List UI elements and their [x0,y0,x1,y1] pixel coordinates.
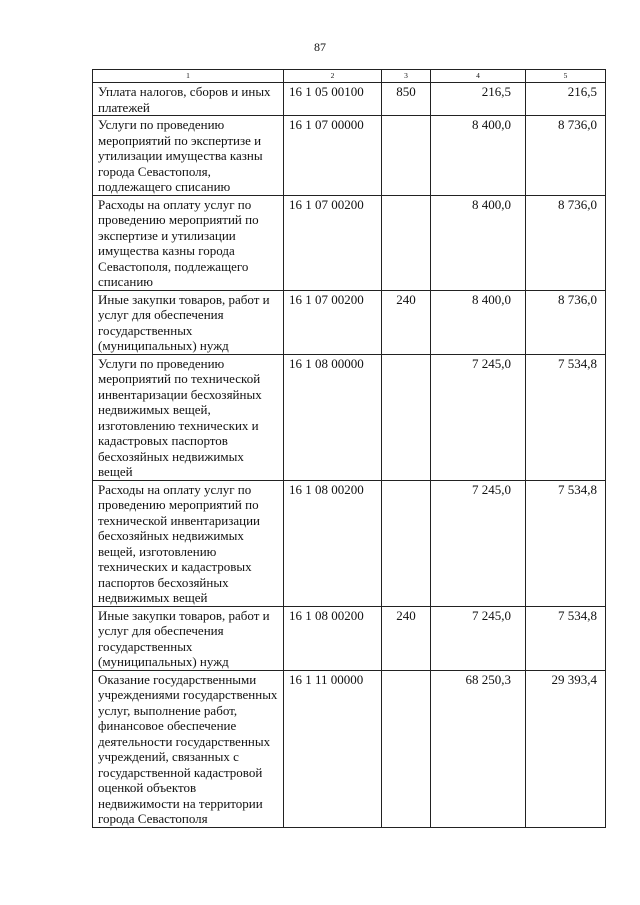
row-type-cell [382,195,431,290]
row-value-cell: 8 736,0 [526,116,606,196]
table-row [93,670,606,827]
row-name-cell: Уплата налогов, сборов и иных платежей [93,83,284,116]
row-name-cell: Расходы на оплату услуг по проведению мероприятий по технической инвентаризации бесхозяйных недвижимых вещей, изготовлению технических и кадастровых паспортов бесхозяйных недвижимых вещей [93,480,284,606]
row-type-cell [382,354,431,480]
column-header: 4 [431,70,526,83]
table-row [93,290,606,354]
table-row [93,480,606,606]
row-code-cell: 16 1 08 00000 [284,354,382,480]
table-header [93,70,606,83]
row-value-cell: 7 245,0 [431,606,526,670]
row-value-cell: 216,5 [526,83,606,116]
column-header: 3 [382,70,431,83]
row-type-cell: 850 [382,83,431,116]
table-row [93,116,606,196]
row-value-cell: 8 400,0 [431,290,526,354]
row-value-cell: 68 250,3 [431,670,526,827]
row-name-cell: Расходы на оплату услуг по проведению мероприятий по экспертизе и утилизации имущества казны города Севастополя, подлежащего списанию [93,195,284,290]
row-value-cell: 216,5 [431,83,526,116]
row-type-cell: 240 [382,290,431,354]
row-code-cell: 16 1 07 00000 [284,116,382,196]
row-value-cell: 7 245,0 [431,354,526,480]
row-value-cell: 7 534,8 [526,354,606,480]
row-code-cell: 16 1 07 00200 [284,195,382,290]
row-code-cell: 16 1 11 00000 [284,670,382,827]
row-value-cell: 8 736,0 [526,195,606,290]
table-row [93,354,606,480]
row-code-cell: 16 1 07 00200 [284,290,382,354]
row-type-cell: 240 [382,606,431,670]
budget-table [92,69,606,828]
row-value-cell: 8 736,0 [526,290,606,354]
table-row [93,83,606,116]
row-value-cell: 7 534,8 [526,480,606,606]
row-type-cell [382,116,431,196]
row-name-cell: Оказание государственными учреждениями государственных услуг, выполнение работ, финансовое обеспечение деятельности государственных учреждений, связанных с государственной кадастровой оценкой объектов недвижимости на территории города Севастополя [93,670,284,827]
row-value-cell: 8 400,0 [431,116,526,196]
row-name-cell: Услуги по проведению мероприятий по экспертизе и утилизации имущества казны города Севастополя, подлежащего списанию [93,116,284,196]
header-row [93,70,606,83]
table-row [93,195,606,290]
row-name-cell: Иные закупки товаров, работ и услуг для обеспечения государственных (муниципальных) нужд [93,606,284,670]
table-body [93,83,606,828]
page-number: 87 [314,40,326,54]
row-name-cell: Услуги по проведению мероприятий по технической инвентаризации бесхозяйных недвижимых вещей, изготовлению технических и кадастровых паспортов бесхозяйных недвижимых вещей [93,354,284,480]
column-header: 1 [93,70,284,83]
row-code-cell: 16 1 08 00200 [284,606,382,670]
row-type-cell [382,480,431,606]
column-header: 5 [526,70,606,83]
row-value-cell: 7 245,0 [431,480,526,606]
row-name-cell: Иные закупки товаров, работ и услуг для обеспечения государственных (муниципальных) нужд [93,290,284,354]
row-type-cell [382,670,431,827]
row-code-cell: 16 1 08 00200 [284,480,382,606]
table-row [93,606,606,670]
row-value-cell: 8 400,0 [431,195,526,290]
row-value-cell: 29 393,4 [526,670,606,827]
row-value-cell: 7 534,8 [526,606,606,670]
column-header: 2 [284,70,382,83]
row-code-cell: 16 1 05 00100 [284,83,382,116]
